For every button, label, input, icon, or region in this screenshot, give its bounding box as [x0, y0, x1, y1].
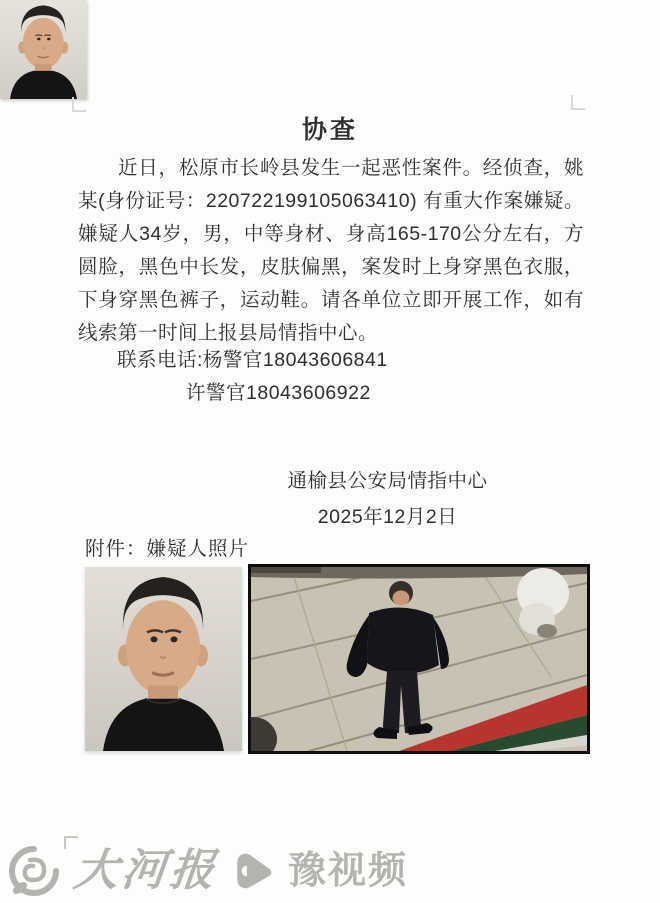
yu-video-play-icon	[232, 850, 274, 892]
brand-dahe-daily: 大河报	[71, 845, 221, 896]
attachment-label: 附件：嫌疑人照片	[85, 538, 250, 560]
contact-line-1: 联系电话:杨警官18043606841	[117, 349, 388, 371]
page-title: 协查	[301, 116, 358, 144]
dahe-daily-logo-icon	[8, 846, 60, 896]
issuer-name: 通榆县公安局情指中心	[287, 470, 488, 492]
issue-date: 2025年12月2日	[317, 506, 458, 528]
contact-block	[117, 344, 388, 410]
brand-yu-video: 豫视频	[288, 850, 409, 892]
page-margin-corner-right	[571, 95, 585, 110]
suspect-id-photo-small	[0, 0, 87, 99]
suspect-cctv-photo	[248, 564, 590, 754]
footer-watermark	[8, 842, 408, 900]
suspect-id-photo-large	[85, 567, 242, 751]
contact-line-2: 许警官18043606922	[186, 382, 371, 404]
signature-block	[250, 463, 525, 535]
notice-body: 近日，松原市长岭县发生一起恶性案件。经侦查，姚某(身份证号：220722199105063410) 有重大作案嫌疑。嫌疑人34岁，男，中等身材、身高165-170公分左右，方圆脸，黑色中长发，皮肤偏黑，案发时上身穿黑色衣服，下身穿黑色裤子，运动鞋。请各单位立即开展工作，如有线索第一时间上报县局情指中心。	[78, 157, 584, 344]
